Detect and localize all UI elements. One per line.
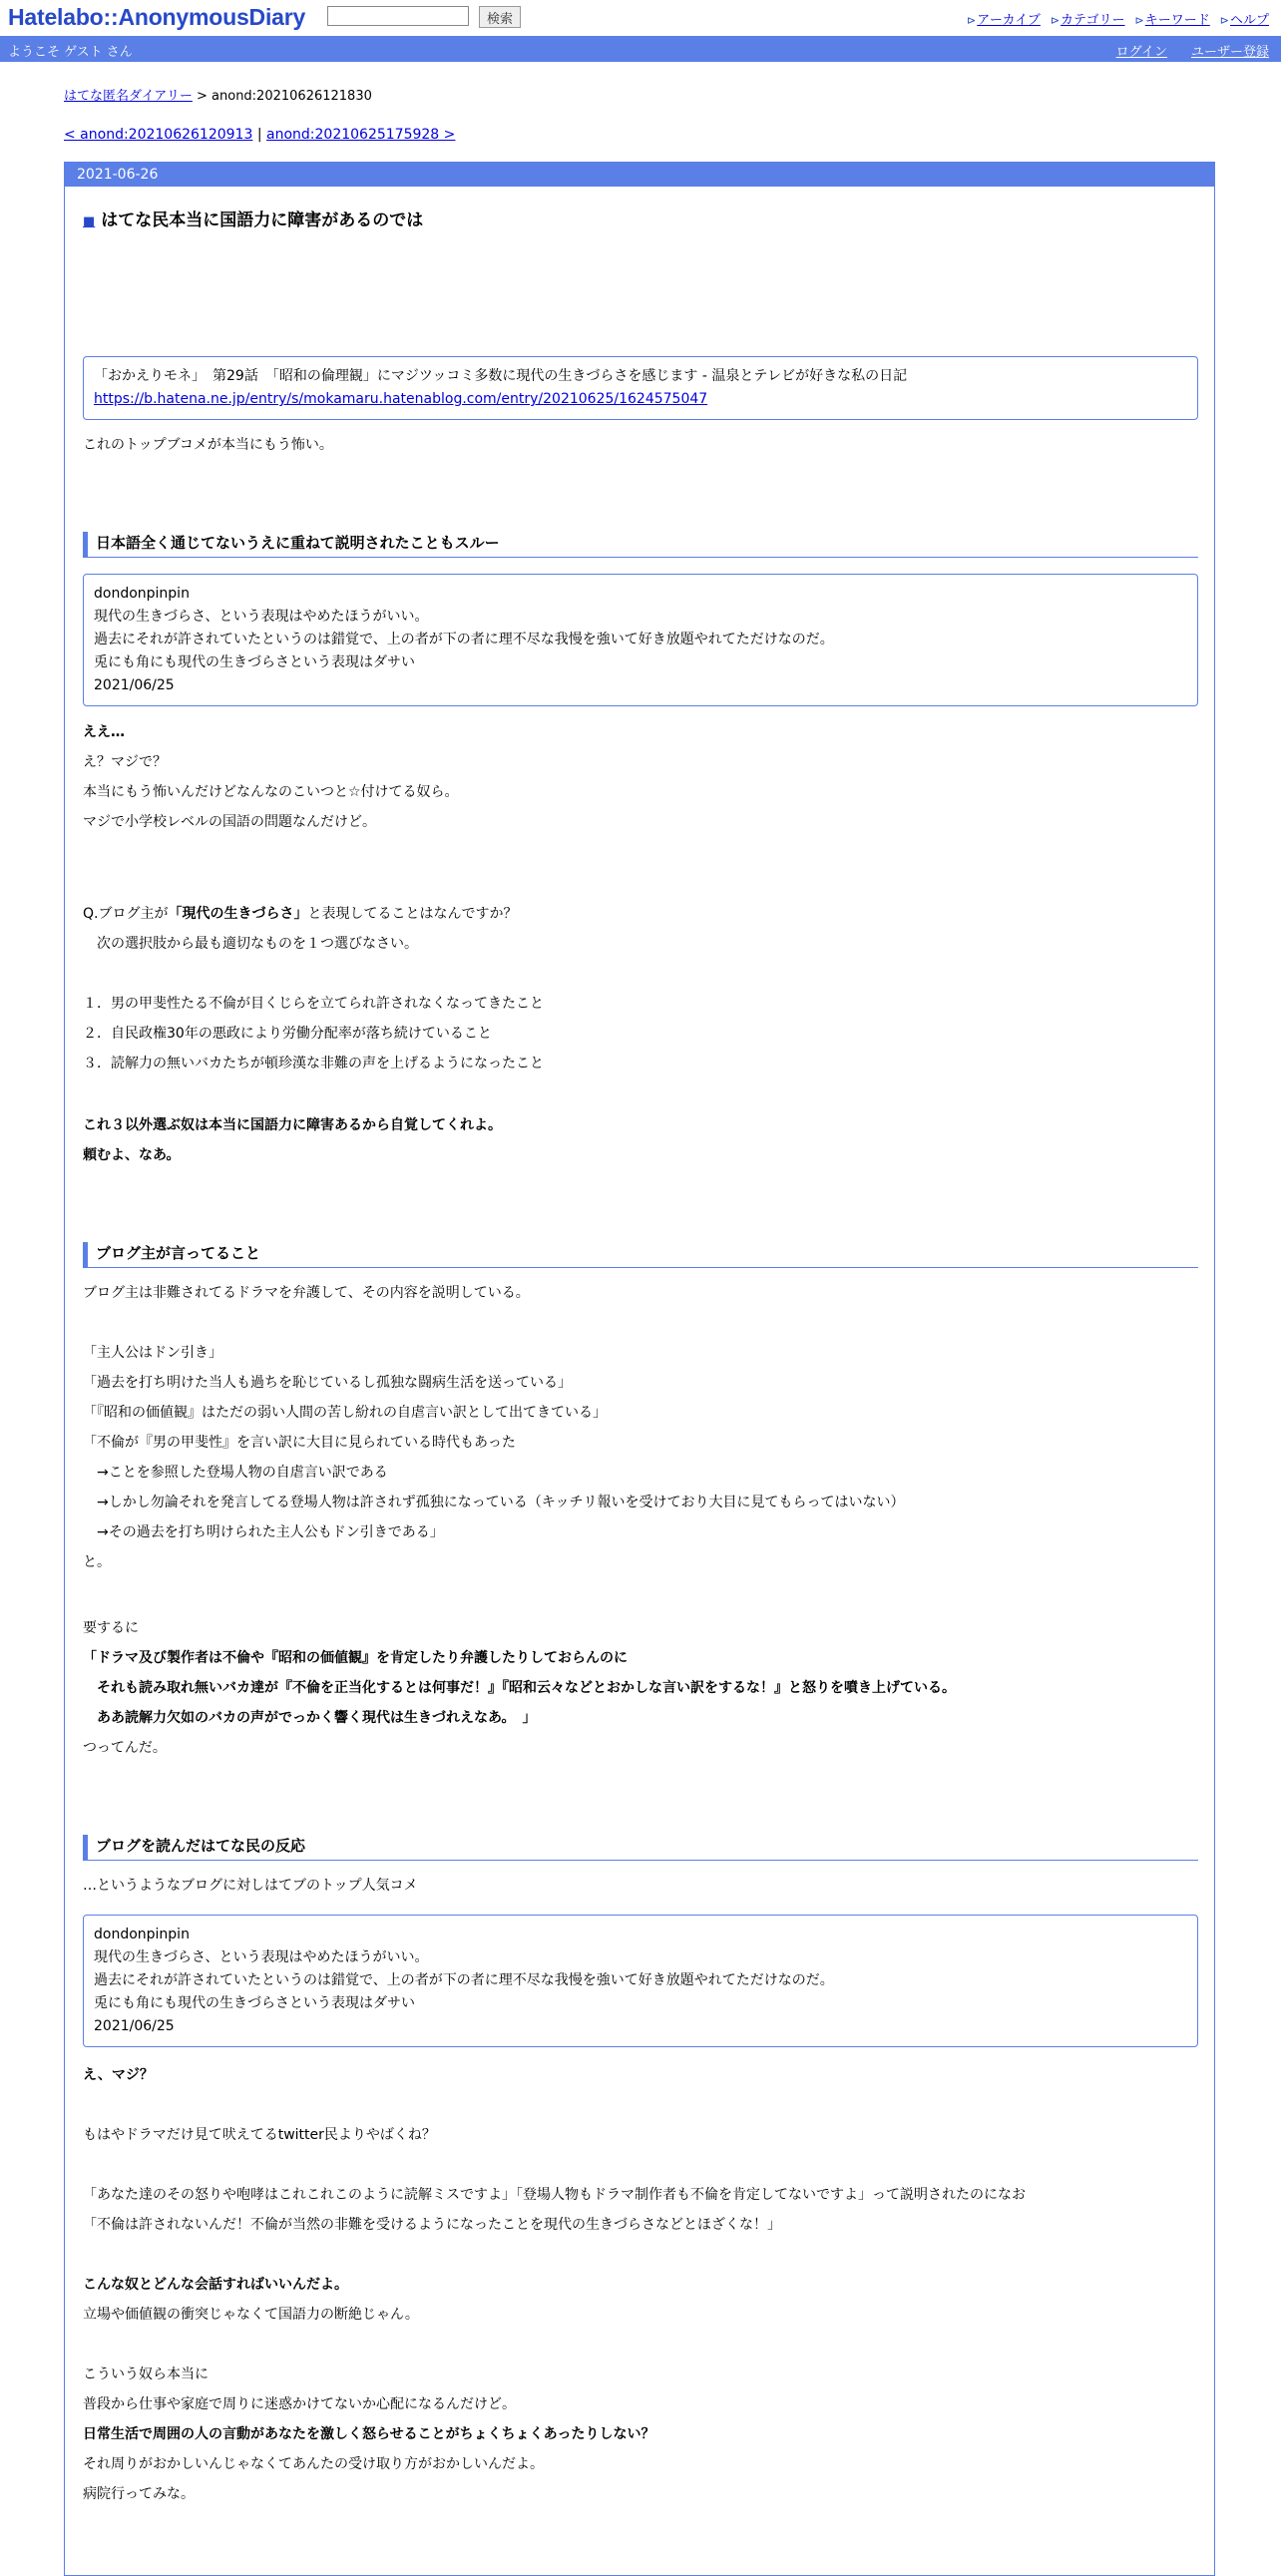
question-bold: 「現代の生きづらさ」: [168, 906, 308, 922]
link-box: [83, 356, 1198, 420]
text-line: それ周りがおかしいんじゃなくてあんたの受け取り方がおかしいんだよ。: [83, 2456, 544, 2472]
auth-links: [1116, 41, 1269, 60]
entry-title: [83, 206, 423, 230]
choice-item: １．男の甲斐性たる不倫が目くじらを立てられ許されなくなってきたこと: [83, 996, 544, 1012]
entry-title-text: はてな民本当に国語力に障害があるのでは: [101, 211, 424, 230]
quote-date: 2021/06/25: [94, 677, 175, 693]
text-line: →その過去を打ち明けられた主人公もドン引きである」: [83, 1524, 444, 1540]
text-line: →ことを参照した登場人物の自虐言い訳である: [83, 1465, 388, 1481]
text-line: 「ドラマ及び製作者は不倫や『昭和の価値観』を肯定したり弁護したりしておらんのに: [83, 1650, 628, 1666]
text-line: 日常生活で周囲の人の言動があなたを激しく怒らせることがちょくちょくあったりしない？: [83, 2426, 655, 2442]
breadcrumb-current: anond:20210626121830: [212, 89, 372, 104]
paragraph-10: [83, 2270, 419, 2330]
paragraph-4: [83, 1338, 904, 1577]
site-header: [0, 0, 1281, 36]
search-input[interactable]: [327, 6, 469, 26]
intro-paragraph: [83, 430, 333, 460]
text-line: ああ読解力欠如のバカの声がでっかく響く現代は生きづれえなあ。 」: [83, 1710, 537, 1726]
breadcrumb-home-link[interactable]: はてな匿名ダイアリー: [64, 89, 193, 104]
text-line: 「主人公はドン引き」: [83, 1345, 222, 1361]
choice-item: ３．読解力の無いバカたちが頓珍漢な非難の声を上げるようになったこと: [83, 1056, 544, 1072]
quote-date: 2021/06/25: [94, 2018, 175, 2034]
bookmark-quote-1: [83, 574, 1198, 706]
login-link[interactable]: ログイン: [1115, 45, 1167, 60]
text-line: え？マジで？: [83, 754, 167, 770]
nav-keyword-link[interactable]: ⊳ キーワード: [1135, 9, 1210, 28]
paragraph-9: [83, 2180, 1026, 2240]
quote-line: 過去にそれが許されていたというのは錯覚で、上の者が下の者に理不尽な我慢を強いて好き放題やれてただけなのだ。: [94, 1972, 834, 1988]
heading-1: 日本語全く通じてないうえに重ねて説明されたこともスルー: [83, 532, 1198, 558]
paragraph-8: [83, 2120, 436, 2150]
register-link[interactable]: ユーザー登録: [1190, 45, 1269, 60]
breadcrumb-separator: >: [196, 89, 208, 104]
text-line: 「あなた達のその怒りや咆哮はこれこれこのように読解ミスですよ」「登場人物もドラマ制作者も不倫を肯定してないですよ」って説明されたのになお: [83, 2187, 1026, 2203]
question-instruction: 次の選択肢から最も適切なものを１つ選びなさい。: [83, 936, 418, 952]
heading-2: ブログ主が言ってること: [83, 1242, 1198, 1268]
day-date: 2021-06-26: [77, 167, 159, 183]
quote-user: dondonpinpin: [94, 586, 190, 602]
paragraph-7: [83, 2060, 154, 2090]
entry-pager: [64, 127, 455, 143]
text-line: こんな奴とどんな会話すればいいんだよ。: [83, 2277, 348, 2293]
text-line: こういう奴ら本当に: [83, 2366, 209, 2382]
day-header: [65, 163, 1214, 187]
user-bar: [0, 36, 1281, 62]
bookmark-url-link[interactable]: https://b.hatena.ne.jp/entry/s/mokamaru.hatenablog.com/entry/20210625/1624575047: [94, 391, 708, 407]
breadcrumb: [64, 85, 372, 104]
quote-line: 兎にも角にも現代の生きづらさという表現はダサい: [94, 1995, 415, 2011]
text-line: →しかし勿論それを発言してる登場人物は許されず孤独になっている（キッチリ報いを受けており大目に見てもらってはいない）: [83, 1495, 905, 1510]
text-line: つってんだ。: [83, 1740, 167, 1756]
link-box-title: 「おかえりモネ」 第29話 「昭和の倫理観」にマジツッコミ多数に現代の生きづらさを感じます - 温泉とテレビが好きな私の日記: [94, 368, 908, 384]
paragraph-2: [83, 1110, 502, 1170]
paragraph-1: [83, 717, 459, 837]
quote-line: 兎にも角にも現代の生きづらさという表現はダサい: [94, 654, 415, 670]
question-paragraph: [83, 899, 517, 959]
paragraph-11: [83, 2360, 654, 2509]
text-line: 病院行ってみな。: [83, 2486, 195, 2502]
text-line: 「不倫は許されないんだ！不倫が当然の非難を受けるようになったことを現代の生きづらさなどとほざくな！」: [83, 2217, 781, 2233]
text-line: マジで小学校レベルの国語の問題なんだけど。: [83, 814, 376, 830]
site-logo[interactable]: Hatelabo::AnonymousDiary: [8, 4, 306, 30]
choice-item: ２．自民政権30年の悪政により労働分配率が落ち続けていること: [83, 1026, 492, 1042]
text-line: 「過去を打ち明けた当人も過ちを恥じているし孤独な闘病生活を送っている」: [83, 1375, 572, 1391]
nav-archive-link[interactable]: ⊳ アーカイブ: [967, 9, 1041, 28]
pager-separator: |: [256, 127, 262, 143]
paragraph-3: [83, 1278, 530, 1308]
text-line: それも読み取れ無いバカ達が『不倫を正当化するとは何事だ！』『昭和云々などとおかしな言い訳をするな！』と怒りを噴き上げている。: [83, 1680, 956, 1696]
intro-text: これのトップブコメが本当にもう怖い。: [83, 437, 333, 453]
heading-3: ブログを読んだはてな民の反応: [83, 1835, 1198, 1861]
quote-line: 現代の生きづらさ、という表現はやめたほうがいい。: [94, 609, 429, 625]
text-line: …というようなブログに対しはてブのトップ人気コメ: [83, 1878, 418, 1894]
day-box: [64, 162, 1215, 2576]
paragraph-5: [83, 1613, 956, 1763]
text-line: と。: [83, 1554, 111, 1570]
text-line: 本当にもう怖いんだけどなんなのこいつと☆付けてる奴ら。: [83, 784, 459, 800]
text-line: 要するに: [83, 1620, 139, 1636]
quote-user: dondonpinpin: [94, 1927, 190, 1942]
text-line: え、マジ？: [83, 2067, 154, 2083]
paragraph-6: [83, 1871, 418, 1901]
next-entry-link[interactable]: anond:20210625175928 >: [266, 127, 456, 143]
nav-category-link[interactable]: ⊳ カテゴリー: [1051, 9, 1125, 28]
text-line: 立場や価値観の衝突じゃなくて国語力の断絶じゃん。: [83, 2307, 419, 2323]
text-line: もはやドラマだけ見て吠えてるtwitter民よりやばくね？: [83, 2127, 436, 2143]
text-line: 普段から仕事や家庭で周りに迷惑かけてないか心配になるんだけど。: [83, 2396, 516, 2412]
welcome-text: ようこそ ゲスト さん: [8, 45, 133, 60]
choices-list: [83, 989, 544, 1078]
question-prefix: Q.ブログ主が: [83, 906, 169, 922]
text-line: 「不倫が『男の甲斐性』を言い訳に大目に見られている時代もあった: [83, 1435, 516, 1451]
text-line: ブログ主は非難されてるドラマを弁護して、その内容を説明している。: [83, 1285, 530, 1301]
text-line: 頼むよ、なあ。: [83, 1147, 181, 1163]
text-line: これ３以外選ぶ奴は本当に国語力に障害あるから自覚してくれよ。: [83, 1117, 502, 1133]
permalink-square-icon[interactable]: ■: [83, 215, 96, 229]
text-line: 「『昭和の価値観』はただの弱い人間の苦し紛れの自虐言い訳として出てきている」: [83, 1405, 607, 1421]
bookmark-quote-2: [83, 1915, 1198, 2047]
question-suffix: と表現してることはなんですか？: [307, 906, 518, 922]
text-line: ええ…: [83, 724, 125, 740]
quote-line: 過去にそれが許されていたというのは錯覚で、上の者が下の者に理不尽な我慢を強いて好き放題やれてただけなのだ。: [94, 632, 834, 647]
nav-help-link[interactable]: ⊳ ヘルプ: [1220, 9, 1269, 28]
search-button[interactable]: 検索: [479, 6, 521, 28]
quote-line: 現代の生きづらさ、という表現はやめたほうがいい。: [94, 1949, 429, 1965]
prev-entry-link[interactable]: < anond:20210626120913: [64, 127, 253, 143]
top-nav: [967, 9, 1269, 28]
